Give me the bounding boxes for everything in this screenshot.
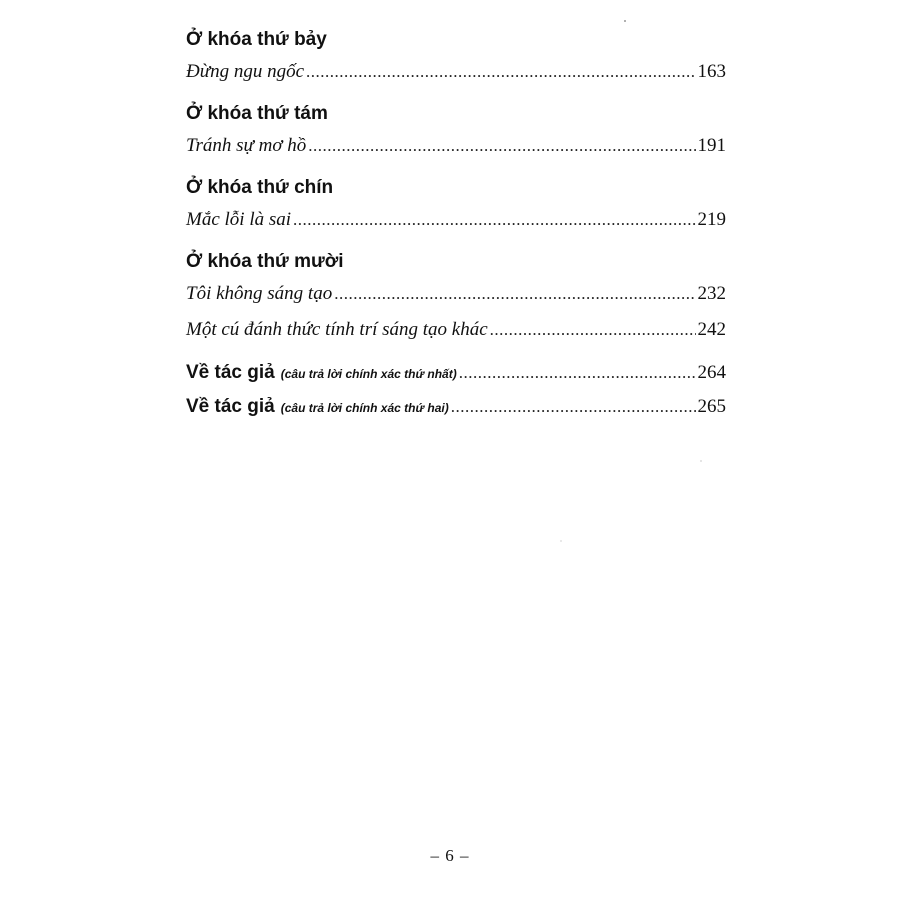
author-entry-label: Về tác giả [186,362,275,383]
section-heading: Ở khóa thứ tám [186,103,328,124]
scan-speck [700,460,702,462]
dot-leader [459,356,696,390]
table-of-contents [186,28,726,424]
author-entry-note: (câu trả lời chính xác thứ hai) [280,401,449,415]
toc-author-entry [186,390,726,424]
toc-section [186,176,726,238]
entry-page-number: 191 [697,135,726,156]
dot-leader [334,276,695,312]
toc-entry [186,276,726,312]
entry-page-number: 242 [697,319,726,340]
entry-page-number: 219 [697,209,726,230]
scan-speck [624,20,626,22]
entry-page-number: 264 [697,362,726,383]
dot-leader [490,312,696,348]
author-entry-label: Về tác giả [186,396,275,417]
toc-entry [186,54,726,90]
entry-title: Tôi không sáng tạo [186,283,333,304]
entry-page-number: 265 [697,396,726,417]
dot-leader [306,54,695,90]
author-entry-note: (câu trả lời chính xác thứ nhất) [280,367,457,381]
entry-title: Tránh sự mơ hồ [186,135,307,156]
page-number: – 6 – [430,846,470,865]
entry-title: Một cú đánh thức tính trí sáng tạo khác [186,319,488,340]
dot-leader [293,202,695,238]
entry-page-number: 232 [697,283,726,304]
toc-section [186,102,726,164]
section-heading: Ở khóa thứ mười [186,251,344,272]
entry-page-number: 163 [697,61,726,82]
dot-leader [451,390,696,424]
toc-author-entry [186,356,726,390]
toc-entry [186,202,726,238]
toc-section [186,28,726,90]
section-heading: Ở khóa thứ chín [186,177,334,198]
dot-leader [308,128,695,164]
toc-section [186,250,726,348]
toc-entry [186,128,726,164]
toc-entry [186,312,726,348]
scan-speck [560,540,562,542]
entry-title: Mắc lỗi là sai [186,209,292,230]
section-heading: Ở khóa thứ bảy [186,29,327,50]
entry-title: Đừng ngu ngốc [186,61,305,82]
